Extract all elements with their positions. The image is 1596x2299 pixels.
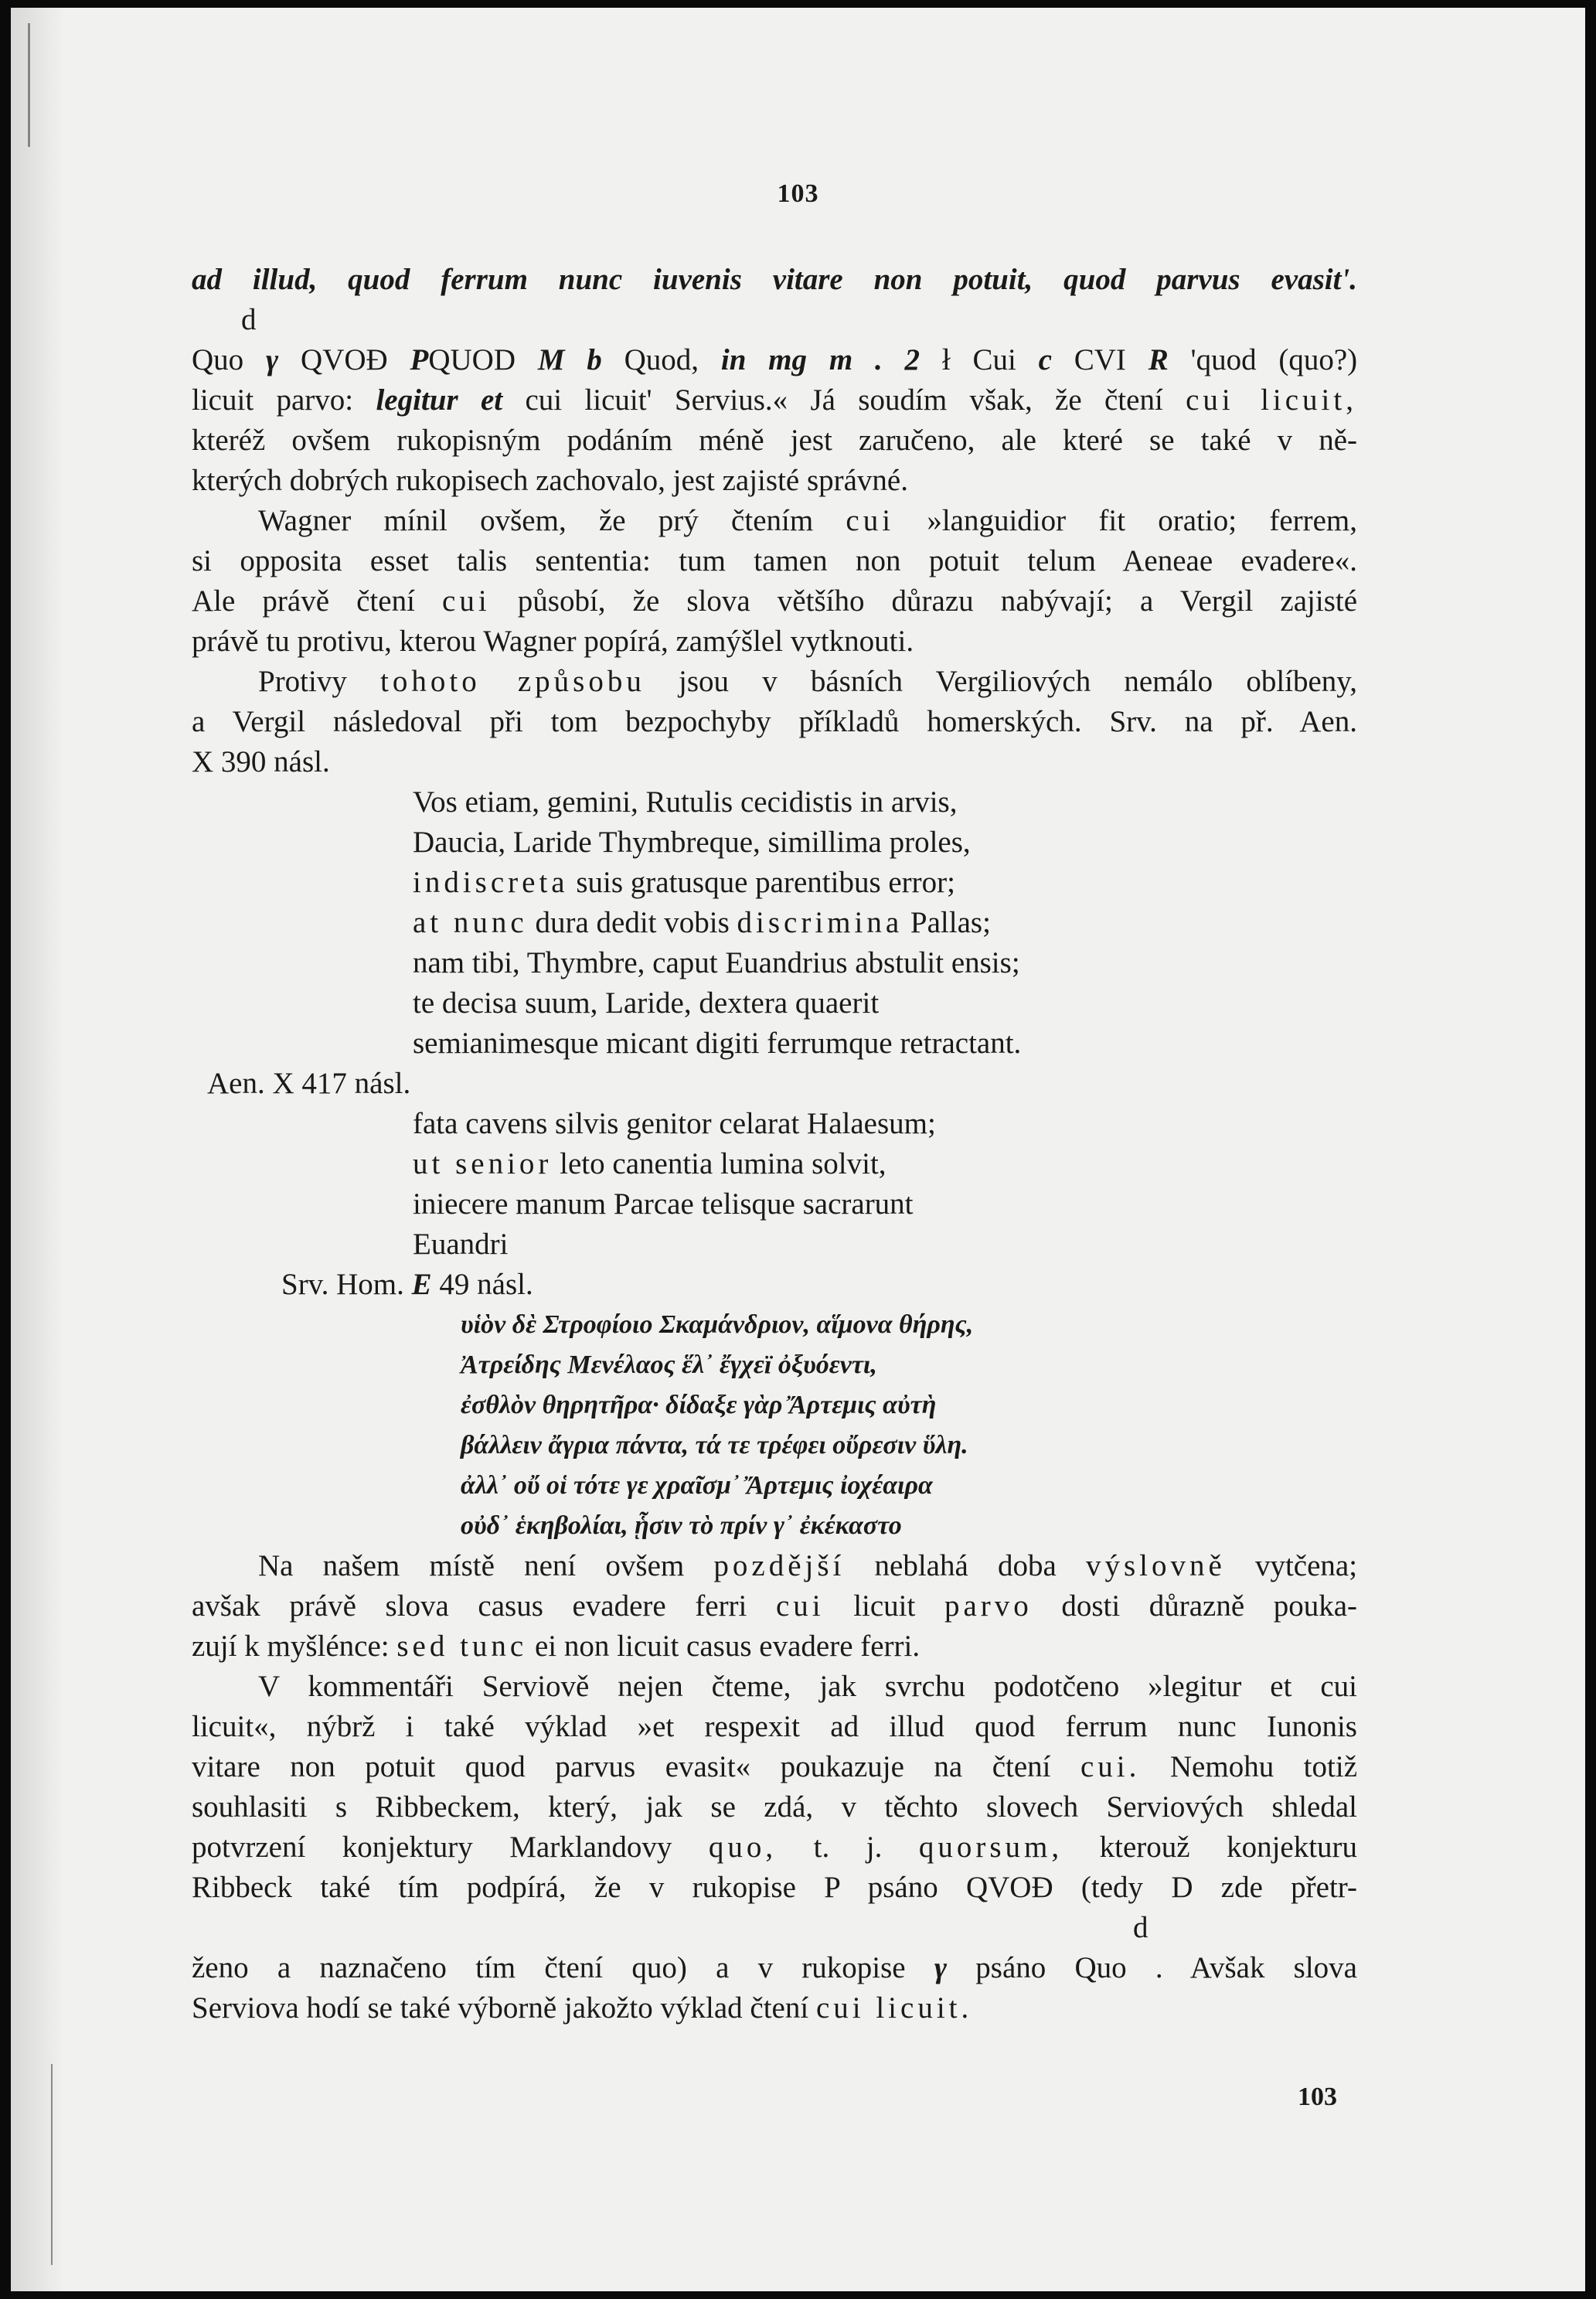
text-run: Na našem místě není ovšem bbox=[258, 1549, 685, 1582]
text-run: zují k myšlénce: bbox=[192, 1630, 390, 1663]
text-line bbox=[192, 662, 1357, 702]
text-run: Protivy bbox=[258, 665, 347, 698]
text-run: 49 násl. bbox=[439, 1268, 533, 1301]
citation-label bbox=[192, 1265, 1357, 1305]
verse-line: semianimesque micant digiti ferrumque retractant. bbox=[413, 1027, 1022, 1060]
text-run: působí, že slova většího důrazu nabývají; a Vergil zajisté bbox=[517, 584, 1358, 618]
reading: 'quod (quo?) bbox=[1190, 343, 1358, 376]
text-run: a Vergil následoval při tom bezpochyby příkladů homerských. Srv. na př. Aen. bbox=[192, 705, 1357, 738]
text-line bbox=[192, 380, 1357, 421]
text-line bbox=[192, 581, 1357, 622]
spaced-run: výslovně bbox=[1085, 1549, 1226, 1582]
italic-run: legitur et bbox=[376, 383, 503, 417]
text-run: cui licuit' Servius.« Já soudím však, že čtení bbox=[525, 383, 1163, 417]
verse-line: nam tibi, Thymbre, caput Euandrius abstulit ensis; bbox=[413, 946, 1020, 979]
text-run: vytčena; bbox=[1254, 1549, 1358, 1582]
verse-line: iniecere manum Parcae telisque sacrarunt bbox=[413, 1187, 914, 1221]
text-run: avšak právě slova casus evadere ferri bbox=[192, 1589, 747, 1623]
citation-label: Aen. X 417 násl. bbox=[207, 1067, 411, 1100]
spaced-run: ut senior bbox=[413, 1147, 553, 1180]
text-run: potvrzení konjektury Marklandovy bbox=[192, 1831, 672, 1864]
greek-verse-line: βάλλειν ἄγρια πάντα, τά τε τρέφει οὔρεσιν ὕλη. bbox=[461, 1431, 968, 1459]
text-run: Wagner mínil ovšem, že prý čtením bbox=[258, 504, 814, 537]
text-line bbox=[192, 461, 1357, 501]
text-run: si opposita esset talis sententia: tum tamen non potuit telum Aeneae evadere«. bbox=[192, 544, 1357, 577]
superscript-line bbox=[192, 300, 1357, 340]
reading: CVI bbox=[1074, 343, 1126, 376]
page-edge-shadow bbox=[11, 8, 65, 2291]
text-line bbox=[192, 421, 1357, 461]
text-run: jsou v básních Vergiliových nemálo oblíbeny, bbox=[679, 665, 1358, 698]
siglum: M b bbox=[537, 343, 602, 376]
spaced-run: cui licuit. bbox=[815, 1991, 973, 2025]
text-run: kterých dobrých rukopisech zachovalo, jest zajisté správné. bbox=[192, 464, 908, 497]
text-run: Ribbeck také tím podpírá, že v rukopise P psáno QVOÐ (tedy D zde přetr- bbox=[192, 1871, 1357, 1904]
text-run: souhlasiti s Ribbeckem, který, jak se zdá, v těchto slovech Serviových shledal bbox=[192, 1790, 1357, 1824]
page-edge-line bbox=[28, 23, 30, 147]
verse-line bbox=[192, 1144, 1357, 1184]
superscript-d: d bbox=[1133, 1911, 1149, 1944]
text-run: V kommentáři Serviově nejen čteme, jak svrchu podotčeno »legitur et cui bbox=[258, 1670, 1357, 1703]
greek-verse-line: ἐσθλὸν θηρητῆρα· δίδαξε γὰρ Ἄρτεμις αὐτὴ bbox=[461, 1391, 937, 1419]
spaced-run: cui licuit, bbox=[1186, 383, 1357, 417]
text-run: ei non licuit casus evadere ferri. bbox=[535, 1630, 921, 1663]
greek-verse-line: Ἀτρείδης Μενέλαος ἕλ᾽ ἔγχεϊ ὀξυόεντι, bbox=[461, 1350, 877, 1379]
reading: QUOD bbox=[428, 343, 516, 376]
spaced-run: quo, bbox=[708, 1831, 778, 1864]
spaced-run: indiscreta bbox=[413, 866, 569, 899]
text-run: Ale právě čtení bbox=[192, 584, 415, 618]
spaced-run: discrimina bbox=[737, 906, 903, 939]
greek-verse-line: ἀλλ᾽ οὔ οἱ τότε γε χραῖσμ᾽ Ἄρτεμις ἰοχέαιρα bbox=[461, 1471, 933, 1500]
scanned-page bbox=[11, 8, 1585, 2291]
reading: ł Cui bbox=[941, 343, 1016, 376]
spaced-run: cui bbox=[846, 504, 895, 537]
text-line bbox=[192, 1667, 1357, 1707]
text-run: kteréž ovšem rukopisným podáním méně jest zaručeno, ale které se také v ně- bbox=[192, 424, 1357, 457]
page-body bbox=[192, 260, 1357, 2028]
text-line bbox=[192, 1586, 1357, 1626]
citation: X 390 násl. bbox=[192, 745, 330, 778]
text-line bbox=[192, 260, 1357, 300]
text-run: licuit«, nýbrž i také výklad »et respexit ad illud quod ferrum nunc Iunonis bbox=[192, 1710, 1357, 1743]
verse-line: Vos etiam, gemini, Rutulis cecidistis in arvis, bbox=[413, 785, 958, 819]
text-run: psáno Quo . Avšak slova bbox=[975, 1951, 1357, 1984]
siglum: γ bbox=[265, 343, 279, 376]
spaced-run: quorsum, bbox=[918, 1831, 1063, 1864]
spaced-run: sed tunc bbox=[396, 1630, 528, 1663]
text-run: leto canentia lumina solvit, bbox=[560, 1147, 886, 1180]
text-run: Srv. Hom. bbox=[281, 1268, 404, 1301]
greek-verse-line: οὐδ᾽ ἑκηβολίαι, ᾗσιν τὸ πρίν γ᾽ ἐκέκαστο bbox=[461, 1511, 902, 1540]
text-run: »languidior fit oratio; ferrem, bbox=[927, 504, 1357, 537]
spaced-run: cui. bbox=[1080, 1750, 1141, 1783]
text-run: právě tu protivu, kterou Wagner popírá, zamýšlel vytknouti. bbox=[192, 625, 914, 658]
quote-fragment: ad illud, quod ferrum nunc iuvenis vitare non potuit, quod parvus evasit'. bbox=[192, 263, 1357, 296]
verse-line: Daucia, Laride Thymbreque, simillima proles, bbox=[413, 826, 971, 859]
text-line bbox=[192, 742, 1357, 782]
verse-line bbox=[192, 863, 1357, 903]
text-line bbox=[192, 1868, 1357, 1908]
page-edge-line bbox=[51, 2064, 53, 2265]
verse-line: te decisa suum, Laride, dextera quaerit bbox=[413, 986, 880, 1020]
text-run: Nemohu totiž bbox=[1169, 1750, 1358, 1783]
text-line bbox=[192, 1626, 1357, 1667]
spaced-run: tohoto způsobu bbox=[380, 665, 645, 698]
text-run: licuit parvo: bbox=[192, 383, 354, 417]
superscript-line bbox=[192, 1908, 1357, 1948]
spaced-run: cui bbox=[775, 1589, 825, 1623]
text-line bbox=[192, 1747, 1357, 1787]
text-line bbox=[192, 501, 1357, 541]
superscript-d: d bbox=[241, 303, 257, 336]
spaced-run: cui bbox=[442, 584, 491, 618]
siglum: P bbox=[410, 343, 429, 376]
siglum: c bbox=[1038, 343, 1052, 376]
reading: Quod, bbox=[624, 343, 699, 376]
greek-verse-line: υἱὸν δὲ Στροφίοιο Σκαμάνδριον, αἵμονα θήρης, bbox=[461, 1310, 974, 1339]
footer-page-number: 103 bbox=[1298, 2083, 1337, 2111]
text-run: kterouž konjekturu bbox=[1099, 1831, 1358, 1864]
siglum: in mg m . 2 bbox=[720, 343, 920, 376]
text-run: vitare non potuit quod parvus evasit« poukazuje na čtení bbox=[192, 1750, 1051, 1783]
text-line bbox=[192, 1546, 1357, 1586]
reading: QVOÐ bbox=[301, 343, 388, 376]
text-run: neblahá doba bbox=[874, 1549, 1057, 1582]
text-run: dura dedit vobis bbox=[535, 906, 730, 939]
running-page-number: 103 bbox=[777, 179, 819, 208]
text-line bbox=[192, 1988, 1357, 2028]
text-run: licuit bbox=[853, 1589, 916, 1623]
text-line bbox=[192, 1948, 1357, 1988]
text-line bbox=[192, 702, 1357, 742]
text-run: Pallas; bbox=[910, 906, 991, 939]
spaced-run: parvo bbox=[944, 1589, 1033, 1623]
spaced-run: pozdější bbox=[713, 1549, 846, 1582]
verse-line: Euandri bbox=[413, 1228, 509, 1261]
book-siglum: E bbox=[411, 1268, 432, 1301]
text-run: Serviova hodí se také výborně jakožto výklad čtení bbox=[192, 1991, 809, 2025]
text-line bbox=[192, 1707, 1357, 1747]
text-run: t. j. bbox=[813, 1831, 883, 1864]
text-line bbox=[192, 541, 1357, 581]
spaced-run: at nunc bbox=[413, 906, 528, 939]
text-line bbox=[192, 1827, 1357, 1868]
text-run: suis gratusque parentibus error; bbox=[576, 866, 955, 899]
verse-line: fata cavens silvis genitor celarat Halaesum; bbox=[413, 1107, 936, 1140]
text-line bbox=[192, 1787, 1357, 1827]
text-line bbox=[192, 622, 1357, 662]
verse-line bbox=[192, 903, 1357, 943]
reading: Quo bbox=[192, 343, 244, 376]
apparatus-line bbox=[192, 340, 1357, 380]
text-run: dosti důrazně pouka- bbox=[1061, 1589, 1358, 1623]
siglum: γ bbox=[934, 1951, 948, 1984]
siglum: R bbox=[1148, 343, 1169, 376]
text-run: ženo a naznačeno tím čtení quo) a v rukopise bbox=[192, 1951, 906, 1984]
